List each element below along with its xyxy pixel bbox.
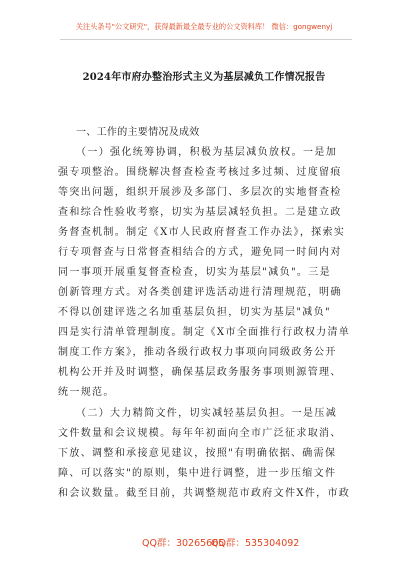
- document-title: 2024年市府办整治形式主义为基层减负工作情况报告: [82, 72, 326, 83]
- paragraph-line: 行专项督查与日常督查相结合的方式，避免同一时间内对: [58, 247, 342, 258]
- footer-qq-group-1: QQ群：30265665: [142, 538, 225, 549]
- paragraph-line: 和会议数量。截至目前，共调整规范市政府文件X件，市政: [58, 488, 351, 499]
- paragraph-line: 下放、调整和承接意见建议，按照"有明确依据、确需保: [58, 448, 337, 459]
- paragraph-line: 务督查机制。制定《X市人民政府督查工作办法》，探索实: [58, 227, 346, 238]
- paragraph-line: 不得以创建评选之名加重基层负担，切实为基层"减负": [58, 307, 331, 318]
- promo-header: 关注头条号"公文研究"，获得最新最全最专业的公文资料库！ 微信：gongwenyj: [75, 22, 333, 31]
- paragraph-line: 创新管理方式。对各类创建评选活动进行清理规范，明确: [58, 287, 342, 298]
- paragraph-line: 统一规范。: [58, 387, 115, 398]
- paragraph-line: 障、可以落实"的原则，集中进行调整，进一步压缩文件: [58, 468, 337, 479]
- paragraph-line: 四是实行清单管理制度。制定《X市全面推行行政权力清单: [58, 327, 351, 338]
- paragraph-line: 文件数量和会议规模。每年年初面向全市广泛征求取消、: [58, 428, 342, 439]
- paragraph-line: （二）大力精简文件，切实减轻基层负担。一是压减: [76, 408, 338, 419]
- paragraph-line: 等突出问题，组织开展涉及多部门、多层次的实地督查检: [58, 187, 342, 198]
- paragraph-line: 强专项整治。围绕解决督查检查考核过多过频、过度留痕: [58, 167, 342, 178]
- paragraph-line: 制度工作方案》，推动各级行政权力事项向同级政务公开: [58, 347, 337, 358]
- section-heading: 一、工作的主要情况及成效: [76, 127, 200, 138]
- paragraph-line: （一）强化统筹协调，积极为基层减负放权。一是加: [76, 147, 338, 158]
- footer-qq-group-2: QQ群：535304092: [211, 538, 300, 549]
- paragraph-line: 查和综合性验收考察，切实为基层减轻负担。二是建立政: [58, 207, 342, 218]
- paragraph-line: 同一事项开展重复督查检查，切实为基层"减负"。三是: [58, 267, 331, 278]
- paragraph-line: 机构公开并及时调整，确保基层政务服务事项则源管理、: [58, 367, 342, 378]
- header-divider: [60, 39, 352, 40]
